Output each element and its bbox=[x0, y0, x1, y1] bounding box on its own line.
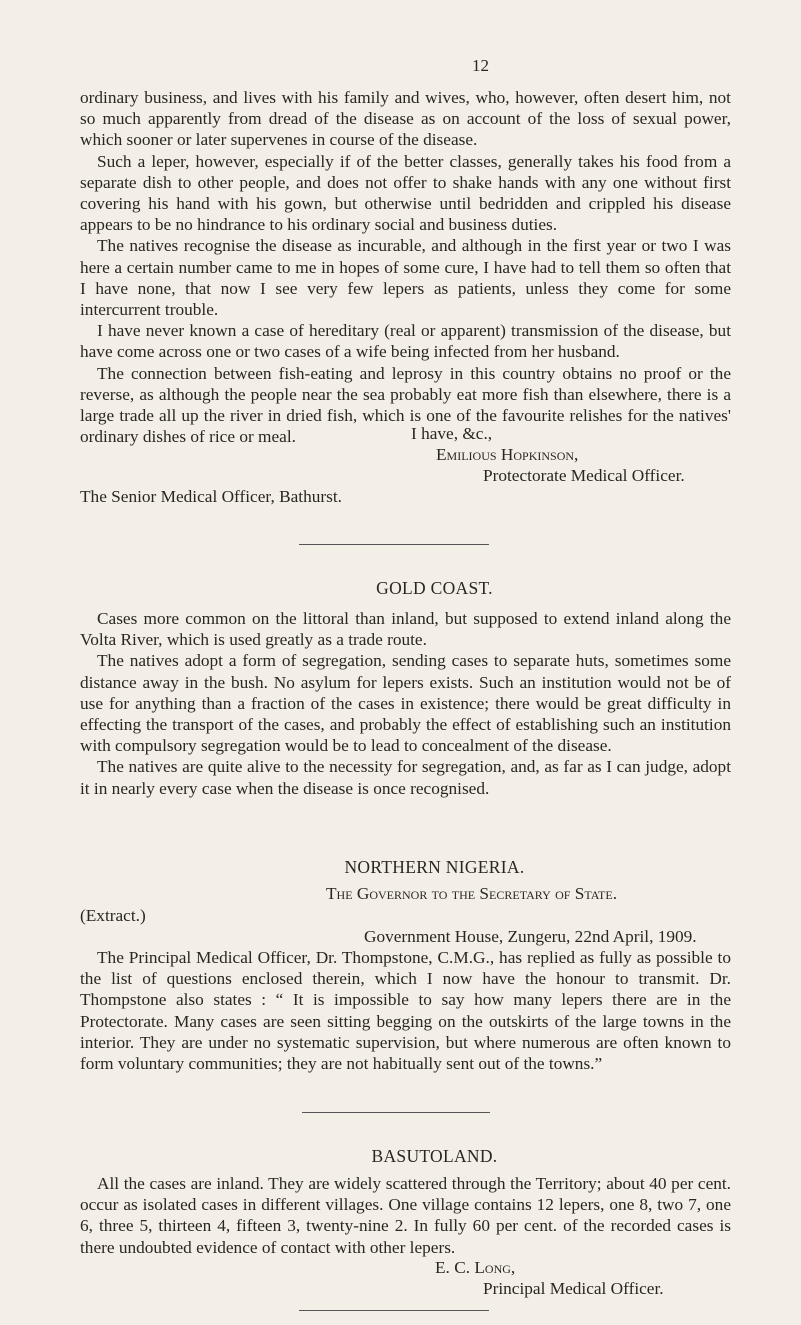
section-divider bbox=[299, 544, 489, 545]
section-divider bbox=[302, 1112, 490, 1113]
closing: I have, &c., bbox=[411, 424, 493, 443]
extract-label: (Extract.) bbox=[80, 906, 146, 925]
paragraph: All the cases are inland. They are widely scattered through the Territory; about 40 per cent. occur as isolated cases in different villages. One village contains 12 lepers, one 8, two 7, one 6, three 5, thirteen 4, fifteen 3, twenty-nine 2. In fully 60 per cent. of the recorded cases is there undoubted evidence of contact with other lepers. bbox=[80, 1174, 731, 1257]
paragraph: The natives are quite alive to the necessity for segregation, and, as far as I can judge, adopt it in nearly every case when the disease is once recognised. bbox=[80, 757, 731, 798]
paragraph: The natives recognise the disease as incurable, and although in the first year or two I was here a certain number came to me in hopes of some cure, I have had to tell them so often that I have none, that now I see very few lepers as patients, unless they come for some intercurrent trouble. bbox=[80, 236, 731, 320]
paragraph: I have never known a case of hereditary (real or apparent) transmission of the disease, but have come across one or two cases of a wife being infected from her husband. bbox=[80, 321, 731, 362]
letter-body bbox=[80, 87, 731, 447]
section-heading-basutoland: BASUTOLAND. bbox=[371, 1146, 498, 1166]
paragraph: Such a leper, however, especially if of the better classes, generally takes his food from a separate dish to other people, and does not offer to shake hands with any one without first covering his hand with his gown, but otherwise until bedridden and crippled his disease appears to be no hindrance to his ordinary social and business duties. bbox=[80, 151, 731, 235]
page-number: 12 bbox=[472, 56, 489, 75]
northern-nigeria-body bbox=[80, 947, 731, 1074]
signatory: Emilious Hopkinson, bbox=[436, 445, 579, 464]
paragraph: Cases more common on the littoral than inland, but supposed to extend inland along the Volta River, which is used greatly as a trade route. bbox=[80, 609, 731, 650]
section-divider bbox=[299, 1310, 489, 1311]
paragraph: ordinary business, and lives with his family and wives, who, however, often desert him, not so much apparently from dread of the disease as on account of the loss of sexual power, which sooner or later supervenes in course of the disease. bbox=[80, 88, 731, 150]
subheading: The Governor to the Secretary of State. bbox=[326, 884, 618, 903]
paragraph: The natives adopt a form of segregation, sending cases to separate huts, sometimes some distance away in the bush. No asylum for lepers exists. Such an institution would not be of use for anything than a fraction of the cases in existence; there would be great difficulty in effecting the transport of the cases, and probably the effect of establishing such an institution with compulsory segregation would be to lead to concealment of the disease. bbox=[80, 651, 731, 756]
basutoland-body bbox=[80, 1173, 731, 1258]
addressee: The Senior Medical Officer, Bathurst. bbox=[80, 487, 342, 506]
signatory-title: Protectorate Medical Officer. bbox=[483, 466, 685, 485]
signatory-title: Principal Medical Officer. bbox=[483, 1279, 664, 1298]
section-heading-gold-coast: GOLD COAST. bbox=[376, 578, 493, 598]
signatory: E. C. Long, bbox=[435, 1258, 516, 1277]
paragraph: The Principal Medical Officer, Dr. Thompstone, C.M.G., has replied as fully as possible to the list of questions enclosed therein, which I now have the honour to transmit. Dr. Thompstone also states : “ It is impossible to say how many lepers there are in the Protectorate. Many cases are seen sitting begging on the outskirts of the large towns in the interior. They are under no systematic supervision, but where numerous are often known to form voluntary communities; they are not habitually sent out of the towns.” bbox=[80, 948, 731, 1074]
dateline: Government House, Zungeru, 22nd April, 1909. bbox=[364, 927, 697, 946]
paragraph: The connection between fish-eating and leprosy in this country obtains no proof or the reverse, as although the people near the sea probably eat more fish than elsewhere, there is a large trade all up the river in dried fish, which is one of the favourite relishes for the natives' ordinary dishes of rice or meal. bbox=[80, 363, 731, 447]
gold-coast-body bbox=[80, 608, 731, 799]
section-heading-northern-nigeria: NORTHERN NIGERIA. bbox=[344, 857, 525, 877]
